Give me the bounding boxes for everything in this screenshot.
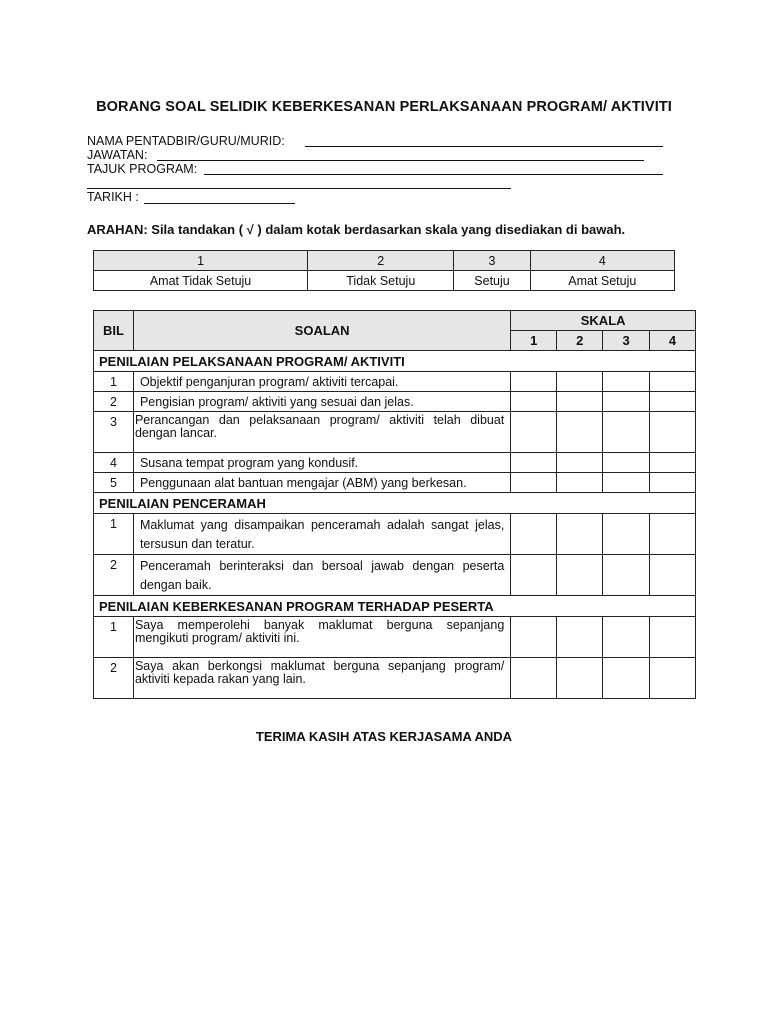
row-bil: 1 (94, 514, 134, 555)
header-scale-3: 3 (603, 331, 650, 351)
answer-cell-4[interactable] (650, 412, 696, 453)
row-question: Penggunaan alat bantuan mengajar (ABM) yang berkesan. (133, 473, 510, 493)
answer-cell-2[interactable] (557, 617, 603, 658)
row-question: Perancangan dan pelaksanaan program/ aktiviti telah dibuat dengan lancar. (133, 412, 510, 453)
answer-cell-4[interactable] (650, 372, 696, 392)
answer-cell-2[interactable] (557, 453, 603, 473)
answer-cell-4[interactable] (650, 453, 696, 473)
questionnaire-table (93, 310, 696, 699)
scale-label-3: Setuju (454, 271, 530, 291)
tarikh-field-line[interactable] (144, 203, 295, 204)
answer-cell-4[interactable] (650, 555, 696, 596)
answer-cell-2[interactable] (557, 658, 603, 699)
row-question: Saya akan berkongsi maklumat berguna sepanjang program/ aktiviti kepada rakan yang lain. (133, 658, 510, 699)
scale-label-1: Amat Tidak Setuju (94, 271, 308, 291)
answer-cell-3[interactable] (603, 617, 650, 658)
table-row (94, 392, 696, 412)
row-question: Saya memperolehi banyak maklumat berguna sepanjang mengikuti program/ aktiviti ini. (133, 617, 510, 658)
row-bil: 2 (94, 658, 134, 699)
header-scale-4: 4 (650, 331, 696, 351)
row-bil: 2 (94, 392, 134, 412)
answer-cell-1[interactable] (511, 453, 557, 473)
answer-cell-2[interactable] (557, 514, 603, 555)
scale-legend-table (93, 250, 675, 291)
answer-cell-3[interactable] (603, 555, 650, 596)
jawatan-field-line[interactable] (157, 160, 644, 161)
row-bil: 3 (94, 412, 134, 453)
answer-cell-4[interactable] (650, 392, 696, 412)
table-row (94, 372, 696, 392)
nama-field-line[interactable] (305, 146, 663, 147)
table-row (94, 412, 696, 453)
answer-cell-4[interactable] (650, 658, 696, 699)
answer-cell-3[interactable] (603, 473, 650, 493)
answer-cell-2[interactable] (557, 412, 603, 453)
row-question: Maklumat yang disampaikan penceramah adalah sangat jelas, tersusun dan teratur. (133, 514, 510, 555)
row-bil: 1 (94, 372, 134, 392)
answer-cell-3[interactable] (603, 658, 650, 699)
answer-cell-3[interactable] (603, 514, 650, 555)
answer-cell-1[interactable] (511, 372, 557, 392)
answer-cell-2[interactable] (557, 555, 603, 596)
section-title-keberkesanan: PENILAIAN KEBERKESANAN PROGRAM TERHADAP PESERTA (94, 596, 696, 617)
header-bil: BIL (94, 311, 134, 351)
answer-cell-4[interactable] (650, 617, 696, 658)
answer-cell-3[interactable] (603, 372, 650, 392)
header-soalan: SOALAN (133, 311, 510, 351)
scale-num-3: 3 (454, 251, 530, 271)
answer-cell-4[interactable] (650, 473, 696, 493)
scale-label-4: Amat Setuju (530, 271, 674, 291)
answer-cell-1[interactable] (511, 473, 557, 493)
row-bil: 5 (94, 473, 134, 493)
header-scale-1: 1 (511, 331, 557, 351)
answer-cell-2[interactable] (557, 372, 603, 392)
row-question: Susana tempat program yang kondusif. (133, 453, 510, 473)
answer-cell-1[interactable] (511, 658, 557, 699)
row-question: Pengisian program/ aktiviti yang sesuai dan jelas. (133, 392, 510, 412)
answer-cell-1[interactable] (511, 514, 557, 555)
table-row (94, 514, 696, 555)
tajuk-field-line[interactable] (204, 174, 663, 175)
answer-cell-1[interactable] (511, 412, 557, 453)
answer-cell-3[interactable] (603, 392, 650, 412)
row-bil: 1 (94, 617, 134, 658)
answer-cell-3[interactable] (603, 412, 650, 453)
row-question: Penceramah berinteraksi dan bersoal jawab dengan peserta dengan baik. (133, 555, 510, 596)
section-title-pelaksanaan: PENILAIAN PELAKSANAAN PROGRAM/ AKTIVITI (94, 351, 696, 372)
scale-label-2: Tidak Setuju (308, 271, 454, 291)
answer-cell-2[interactable] (557, 473, 603, 493)
scale-num-4: 4 (530, 251, 674, 271)
header-skala: SKALA (511, 311, 696, 331)
table-row (94, 453, 696, 473)
answer-cell-4[interactable] (650, 514, 696, 555)
scale-num-1: 1 (94, 251, 308, 271)
table-row (94, 473, 696, 493)
row-bil: 4 (94, 453, 134, 473)
tajuk-field-line-2[interactable] (87, 188, 511, 189)
row-question: Objektif penganjuran program/ aktiviti tercapai. (133, 372, 510, 392)
header-scale-2: 2 (557, 331, 603, 351)
answer-cell-1[interactable] (511, 617, 557, 658)
answer-cell-3[interactable] (603, 453, 650, 473)
table-row (94, 617, 696, 658)
tarikh-label: TARIKH : (87, 190, 139, 204)
answer-cell-1[interactable] (511, 555, 557, 596)
answer-cell-2[interactable] (557, 392, 603, 412)
row-bil: 2 (94, 555, 134, 596)
form-title: BORANG SOAL SELIDIK KEBERKESANAN PERLAKSANAAN PROGRAM/ AKTIVITI (96, 99, 672, 115)
section-title-penceramah: PENILAIAN PENCERAMAH (94, 493, 696, 514)
answer-cell-1[interactable] (511, 392, 557, 412)
thank-you-note: TERIMA KASIH ATAS KERJASAMA ANDA (255, 729, 513, 744)
table-row (94, 658, 696, 699)
instructions: ARAHAN: Sila tandakan ( √ ) dalam kotak berdasarkan skala yang disediakan di bawah. (87, 222, 626, 237)
tajuk-label: TAJUK PROGRAM: (87, 162, 198, 176)
scale-num-2: 2 (308, 251, 454, 271)
table-row (94, 555, 696, 596)
jawatan-label: JAWATAN: (87, 148, 148, 162)
nama-label: NAMA PENTADBIR/GURU/MURID: (87, 134, 285, 148)
